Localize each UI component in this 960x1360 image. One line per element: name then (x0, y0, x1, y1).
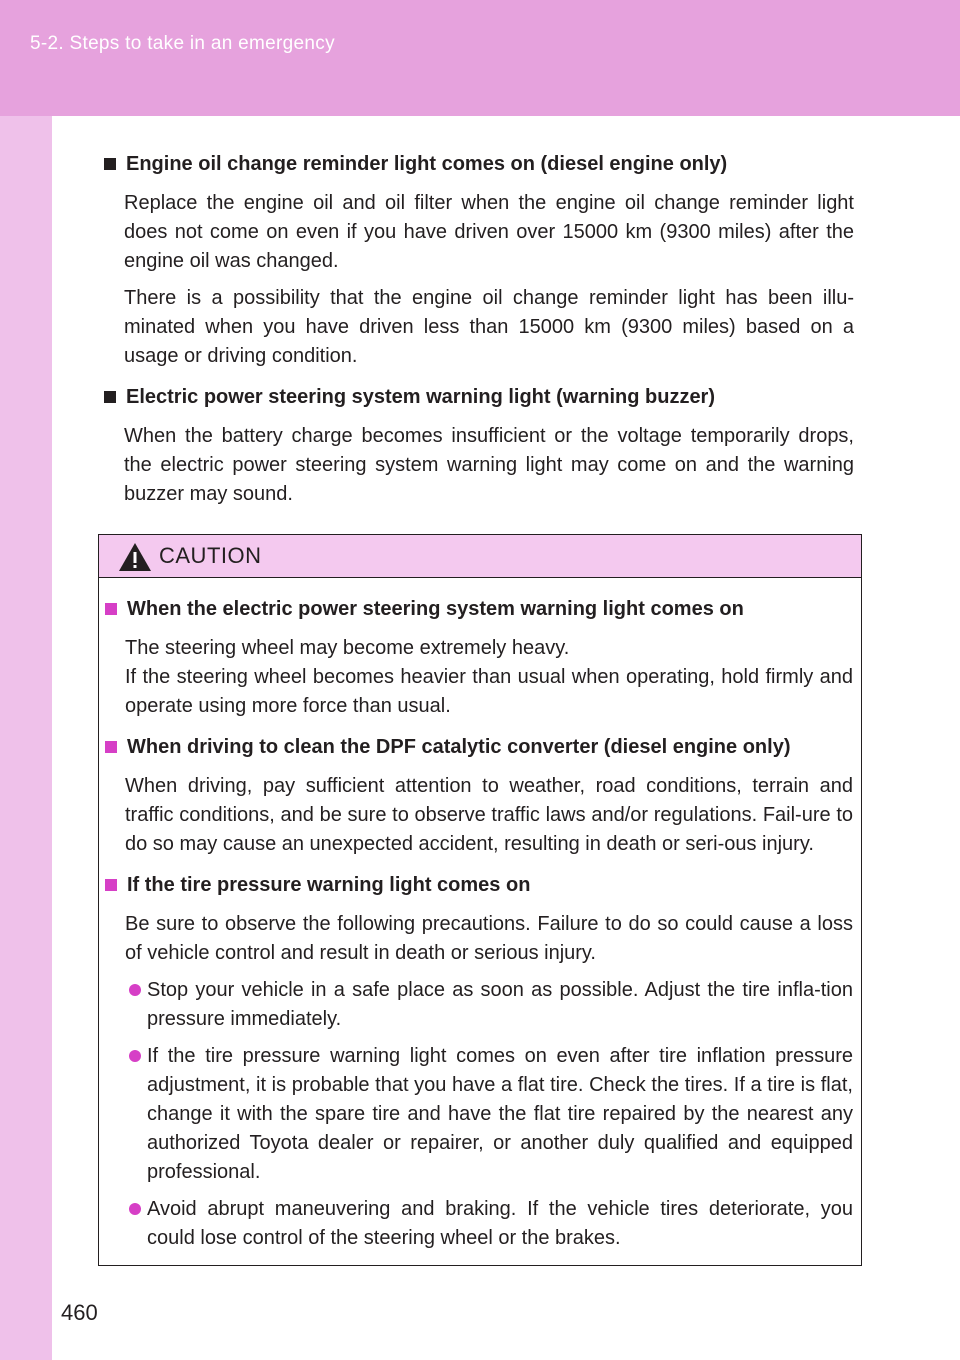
heading-text: When driving to clean the DPF catalytic converter (diesel engine only) (127, 736, 791, 758)
square-bullet-icon (105, 879, 117, 891)
list-item-text: If the tire pressure warning light comes on even after tire inflation pressure adjustment, it is probable that you have a flat tire. Check the tires. If a tire is flat, change it with the spare tire and have the flat tire repaired by the nearest any authorized Toyota dealer or repairer, or another duly qualified and equipped professional. (147, 1045, 853, 1183)
list-item (103, 1195, 853, 1253)
list-item (103, 976, 853, 1034)
section-title: 5-2. Steps to take in an emergency (30, 33, 335, 54)
heading-text: Engine oil change reminder light comes on (diesel engine only) (126, 153, 728, 175)
caution-title: CAUTION (159, 543, 262, 568)
caution-heading (103, 595, 853, 624)
dot-bullet-icon (129, 1203, 141, 1215)
square-bullet-icon (104, 391, 116, 403)
warning-triangle-icon (117, 541, 153, 573)
paragraph: Replace the engine oil and oil filter when the engine oil change reminder light does not come on even if you have driven over 15000 km (9300 miles) after the engine oil was changed. (124, 192, 854, 272)
paragraph: Be sure to observe the following precautions. Failure to do so could cause a loss of vehicle control and result in death or serious injury. (125, 913, 853, 964)
dot-bullet-icon (129, 984, 141, 996)
caution-heading (103, 733, 853, 762)
section-heading (102, 383, 854, 412)
heading-text: If the tire pressure warning light comes on (127, 874, 531, 896)
square-bullet-icon (105, 741, 117, 753)
caution-heading (103, 871, 853, 900)
square-bullet-icon (104, 158, 116, 170)
list-item-text: Avoid abrupt maneuvering and braking. If the vehicle tires deteriorate, you could lose control of the steering wheel or the brakes. (147, 1198, 853, 1249)
square-bullet-icon (105, 603, 117, 615)
paragraph: There is a possibility that the engine oil change reminder light has been illu-minated when you have driven less than 15000 km (9300 miles) based on a usage or driving condition. (124, 287, 854, 367)
caution-box (98, 534, 862, 1266)
paragraph: The steering wheel may become extremely heavy. (125, 637, 570, 659)
page-number: 460 (61, 1300, 98, 1325)
dot-bullet-icon (129, 1050, 141, 1062)
paragraph: If the steering wheel becomes heavier than usual when operating, hold firmly and operate using more force than usual. (125, 666, 853, 717)
side-bar (0, 116, 52, 1360)
main-content (102, 150, 854, 517)
heading-text: When the electric power steering system warning light comes on (127, 598, 744, 620)
list-item (103, 1042, 853, 1187)
list-item-text: Stop your vehicle in a safe place as soon as possible. Adjust the tire infla-tion pressure immediately. (147, 979, 853, 1030)
caution-body (103, 595, 853, 1261)
paragraph: When driving, pay sufficient attention to weather, road conditions, terrain and traffic conditions, and be sure to observe traffic laws and/or regulations. Fail-ure to do so may cause an unexpected accident, resulting in death or seri-ous injury. (125, 775, 853, 855)
paragraph: When the battery charge becomes insufficient or the voltage temporarily drops, the electric power steering system warning light may come on and the warning buzzer may sound. (124, 425, 854, 505)
caution-header (99, 535, 861, 578)
heading-text: Electric power steering system warning light (warning buzzer) (126, 386, 716, 408)
section-heading (102, 150, 854, 179)
header-bar (0, 0, 960, 116)
